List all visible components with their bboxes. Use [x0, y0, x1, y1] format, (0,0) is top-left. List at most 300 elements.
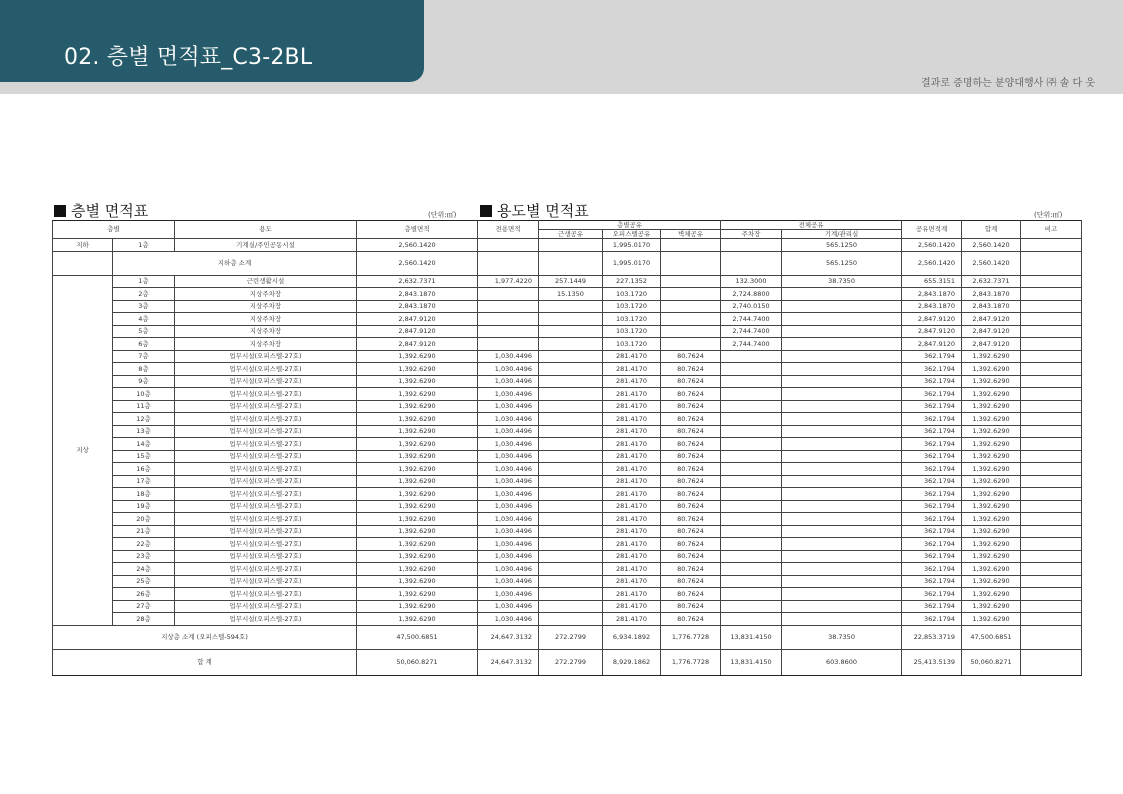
- table-row: [53, 338, 1082, 351]
- cell-exclusive: [478, 313, 539, 326]
- cell-note: [1021, 600, 1082, 613]
- cell-floor-area: 2,847.9120: [357, 325, 478, 338]
- cell-floor: 21층: [113, 525, 175, 538]
- cell-exclusive: [478, 300, 539, 313]
- cell-sum: 1,392.6290: [962, 450, 1021, 463]
- cell-common-total: 362.1794: [902, 450, 962, 463]
- cell-floor: 8층: [113, 363, 175, 376]
- cell-floor-area: 2,843.1870: [357, 288, 478, 301]
- header-sum: 합계: [962, 221, 1021, 239]
- cell-sum: 2,847.9120: [962, 313, 1021, 326]
- cell-mixed: [539, 251, 603, 275]
- cell-office: 281.4170: [603, 550, 661, 563]
- cell-wall: 80.7624: [661, 563, 721, 576]
- cell-common-total: 362.1794: [902, 363, 962, 376]
- cell-office: 1,995.0170: [603, 251, 661, 275]
- cell-machine: [782, 575, 902, 588]
- cell-sum: 2,560.1420: [962, 239, 1021, 252]
- area-table: [52, 220, 1082, 676]
- cell-parking: [721, 425, 782, 438]
- cell-sum: 1,392.6290: [962, 363, 1021, 376]
- cell-mixed: [539, 425, 603, 438]
- cell-floor-area: 1,392.6290: [357, 500, 478, 513]
- table-row: [53, 513, 1082, 526]
- table-row: [53, 288, 1082, 301]
- header-mixed-common: 근생공유: [539, 230, 603, 239]
- cell-office: 8,929.1862: [603, 649, 661, 675]
- cell-parking: 2,740.0150: [721, 300, 782, 313]
- cell-wall: 80.7624: [661, 550, 721, 563]
- cell-exclusive: 1,030.4496: [478, 613, 539, 626]
- cell-machine: [782, 500, 902, 513]
- cell-usage: 업무시설(오피스텔-27호): [175, 575, 357, 588]
- cell-parking: [721, 413, 782, 426]
- cell-machine: [782, 438, 902, 451]
- cell-floor-area: 1,392.6290: [357, 413, 478, 426]
- grand-total-label: 합 계: [53, 649, 357, 675]
- cell-sum: 2,847.9120: [962, 338, 1021, 351]
- cell-usage: 업무시설(오피스텔-27호): [175, 375, 357, 388]
- cell-office: 281.4170: [603, 588, 661, 601]
- cell-floor-area: 1,392.6290: [357, 613, 478, 626]
- cell-office: 103.1720: [603, 338, 661, 351]
- cell-floor: 25층: [113, 575, 175, 588]
- cell-floor: 9층: [113, 375, 175, 388]
- cell-common-total: 362.1794: [902, 463, 962, 476]
- cell-floor-area: 1,392.6290: [357, 550, 478, 563]
- cell-exclusive: 1,030.4496: [478, 413, 539, 426]
- square-bullet-icon: [54, 205, 66, 217]
- cell-parking: [721, 463, 782, 476]
- cell-machine: [782, 463, 902, 476]
- cell-floor: 24층: [113, 563, 175, 576]
- cell-parking: 132.3000: [721, 275, 782, 288]
- cell-exclusive: 1,030.4496: [478, 475, 539, 488]
- cell-office: 1,995.0170: [603, 239, 661, 252]
- cell-floor-area: 2,560.1420: [357, 251, 478, 275]
- cell-mixed: [539, 388, 603, 401]
- cell-exclusive: 1,030.4496: [478, 538, 539, 551]
- table-row: [53, 563, 1082, 576]
- cell-office: 281.4170: [603, 450, 661, 463]
- cell-parking: [721, 500, 782, 513]
- cell-floor: 7층: [113, 350, 175, 363]
- table-row: [53, 538, 1082, 551]
- cell-floor-area: 1,392.6290: [357, 538, 478, 551]
- cell-note: [1021, 450, 1082, 463]
- cell-machine: [782, 400, 902, 413]
- cell-exclusive: 1,030.4496: [478, 363, 539, 376]
- cell-exclusive: [478, 338, 539, 351]
- cell-machine: [782, 338, 902, 351]
- page-title: 02. 층별 면적표_C3-2BL: [64, 45, 313, 70]
- cell-office: 227.1352: [603, 275, 661, 288]
- cell-machine: [782, 350, 902, 363]
- cell-exclusive: 1,030.4496: [478, 450, 539, 463]
- cell-wall: 80.7624: [661, 600, 721, 613]
- table-row: [53, 450, 1082, 463]
- cell-floor-area: 2,847.9120: [357, 313, 478, 326]
- cell-common-total: 22,853.3719: [902, 625, 962, 649]
- cell-floor-area: 1,392.6290: [357, 525, 478, 538]
- cell-machine: [782, 563, 902, 576]
- cell-common-total: 362.1794: [902, 350, 962, 363]
- cell-wall: [661, 338, 721, 351]
- cell-mixed: [539, 563, 603, 576]
- cell-sum: 1,392.6290: [962, 438, 1021, 451]
- cell-sum: 2,843.1870: [962, 300, 1021, 313]
- cell-usage: 업무시설(오피스텔-27호): [175, 563, 357, 576]
- cell-parking: 13,831.4150: [721, 625, 782, 649]
- cell-usage: 업무시설(오피스텔-27호): [175, 475, 357, 488]
- cell-sum: 2,843.1870: [962, 288, 1021, 301]
- cell-sum: 1,392.6290: [962, 425, 1021, 438]
- cell-wall: 80.7624: [661, 450, 721, 463]
- cell-sum: 2,632.7371: [962, 275, 1021, 288]
- table-row: [53, 313, 1082, 326]
- cell-common-total: 362.1794: [902, 413, 962, 426]
- cell-mixed: [539, 475, 603, 488]
- cell-parking: [721, 525, 782, 538]
- cell-machine: [782, 450, 902, 463]
- table-row: [53, 488, 1082, 501]
- cell-exclusive: 1,030.4496: [478, 588, 539, 601]
- cell-machine: [782, 313, 902, 326]
- cell-note: [1021, 375, 1082, 388]
- subtotal-label: 지하층 소계: [113, 251, 357, 275]
- cell-mixed: [539, 513, 603, 526]
- table-row: [53, 500, 1082, 513]
- header-total-common: 전체공유: [721, 221, 902, 230]
- group-label-aboveground: 지상: [53, 275, 113, 625]
- subtotal-label: 지상층 소계 (오피스텔-594호): [53, 625, 357, 649]
- table-row: [53, 275, 1082, 288]
- cell-office: 281.4170: [603, 363, 661, 376]
- header-floor: 층별: [53, 221, 175, 239]
- cell-floor-area: 1,392.6290: [357, 350, 478, 363]
- cell-floor: 1층: [113, 275, 175, 288]
- header-bar: [0, 0, 1123, 94]
- cell-floor: 5층: [113, 325, 175, 338]
- cell-exclusive: [478, 288, 539, 301]
- cell-common-total: 362.1794: [902, 538, 962, 551]
- cell-parking: 13,831.4150: [721, 649, 782, 675]
- cell-exclusive: [478, 251, 539, 275]
- cell-note: [1021, 275, 1082, 288]
- cell-wall: [661, 313, 721, 326]
- cell-floor: 22층: [113, 538, 175, 551]
- cell-machine: 603.8600: [782, 649, 902, 675]
- cell-mixed: [539, 550, 603, 563]
- cell-parking: [721, 400, 782, 413]
- table-row: [53, 375, 1082, 388]
- cell-common-total: 655.3151: [902, 275, 962, 288]
- cell-floor: 4층: [113, 313, 175, 326]
- cell-usage: 업무시설(오피스텔-27호): [175, 613, 357, 626]
- cell-sum: 1,392.6290: [962, 350, 1021, 363]
- cell-wall: [661, 288, 721, 301]
- cell-exclusive: 1,030.4496: [478, 488, 539, 501]
- cell-exclusive: 1,030.4496: [478, 350, 539, 363]
- cell-floor-area: 1,392.6290: [357, 388, 478, 401]
- header-common-subtotal: 공유면적계: [902, 221, 962, 239]
- cell-sum: 2,847.9120: [962, 325, 1021, 338]
- cell-common-total: 2,847.9120: [902, 313, 962, 326]
- table-row: [53, 600, 1082, 613]
- table-row: [53, 300, 1082, 313]
- cell-common-total: 362.1794: [902, 388, 962, 401]
- cell-sum: 1,392.6290: [962, 463, 1021, 476]
- cell-parking: [721, 600, 782, 613]
- cell-mixed: [539, 463, 603, 476]
- header-office-common: 오피스텔공유: [603, 230, 661, 239]
- cell-wall: 80.7624: [661, 575, 721, 588]
- cell-note: [1021, 613, 1082, 626]
- cell-usage: 업무시설(오피스텔-27호): [175, 425, 357, 438]
- cell-mixed: [539, 500, 603, 513]
- cell-floor: 2층: [113, 288, 175, 301]
- cell-office: 281.4170: [603, 525, 661, 538]
- cell-floor-area: 1,392.6290: [357, 450, 478, 463]
- cell-machine: [782, 325, 902, 338]
- cell-exclusive: 1,030.4496: [478, 400, 539, 413]
- cell-floor-area: 1,392.6290: [357, 563, 478, 576]
- cell-office: 281.4170: [603, 388, 661, 401]
- cell-usage: 업무시설(오피스텔-27호): [175, 500, 357, 513]
- cell-usage: 업무시설(오피스텔-27호): [175, 363, 357, 376]
- cell-note: [1021, 400, 1082, 413]
- cell-common-total: 25,413.5139: [902, 649, 962, 675]
- cell-machine: [782, 525, 902, 538]
- cell-floor: 11층: [113, 400, 175, 413]
- cell-usage: 업무시설(오피스텔-27호): [175, 463, 357, 476]
- cell-sum: 1,392.6290: [962, 400, 1021, 413]
- cell-parking: [721, 438, 782, 451]
- cell-office: 6,934.1892: [603, 625, 661, 649]
- cell-mixed: [539, 488, 603, 501]
- cell-parking: [721, 239, 782, 252]
- cell-office: 281.4170: [603, 600, 661, 613]
- cell-parking: [721, 575, 782, 588]
- cell-wall: [661, 275, 721, 288]
- cell-usage: 업무시설(오피스텔-27호): [175, 438, 357, 451]
- cell-usage: 업무시설(오피스텔-27호): [175, 588, 357, 601]
- cell-note: [1021, 313, 1082, 326]
- cell-office: 281.4170: [603, 475, 661, 488]
- cell-wall: 80.7624: [661, 388, 721, 401]
- cell-floor: 6층: [113, 338, 175, 351]
- cell-sum: 1,392.6290: [962, 588, 1021, 601]
- cell-common-total: 362.1794: [902, 550, 962, 563]
- cell-note: [1021, 338, 1082, 351]
- cell-sum: 2,560.1420: [962, 251, 1021, 275]
- table-row: [53, 425, 1082, 438]
- cell-machine: [782, 288, 902, 301]
- cell-note: [1021, 575, 1082, 588]
- table-row: [53, 413, 1082, 426]
- cell-exclusive: 24,647.3132: [478, 625, 539, 649]
- cell-office: 281.4170: [603, 425, 661, 438]
- cell-sum: 1,392.6290: [962, 375, 1021, 388]
- cell-exclusive: 1,030.4496: [478, 375, 539, 388]
- cell-note: [1021, 288, 1082, 301]
- cell-mixed: [539, 438, 603, 451]
- cell-wall: [661, 325, 721, 338]
- cell-common-total: 2,560.1420: [902, 239, 962, 252]
- cell-floor-area: 2,632.7371: [357, 275, 478, 288]
- cell-note: [1021, 538, 1082, 551]
- cell-common-total: 362.1794: [902, 488, 962, 501]
- table-row: [53, 438, 1082, 451]
- subtotal-row: [53, 251, 1082, 275]
- unit-label-right: (단위:㎡): [1034, 211, 1063, 219]
- cell-office: 281.4170: [603, 500, 661, 513]
- cell-note: [1021, 413, 1082, 426]
- cell-parking: [721, 588, 782, 601]
- table-row: [53, 363, 1082, 376]
- cell-exclusive: [478, 325, 539, 338]
- cell-parking: [721, 550, 782, 563]
- cell-parking: [721, 475, 782, 488]
- cell-mixed: 272.2799: [539, 625, 603, 649]
- cell-wall: 80.7624: [661, 438, 721, 451]
- cell-floor-area: 1,392.6290: [357, 475, 478, 488]
- cell-wall: 80.7624: [661, 513, 721, 526]
- cell-floor-area: 1,392.6290: [357, 363, 478, 376]
- cell-sum: 50,060.8271: [962, 649, 1021, 675]
- cell-wall: 80.7624: [661, 400, 721, 413]
- cell-parking: 2,724.8800: [721, 288, 782, 301]
- table-row: [53, 463, 1082, 476]
- cell-mixed: 15.1350: [539, 288, 603, 301]
- cell-note: [1021, 488, 1082, 501]
- cell-wall: 80.7624: [661, 475, 721, 488]
- cell-parking: [721, 538, 782, 551]
- cell-office: 281.4170: [603, 563, 661, 576]
- cell-common-total: 362.1794: [902, 588, 962, 601]
- cell-common-total: 2,847.9120: [902, 338, 962, 351]
- cell-floor: 17층: [113, 475, 175, 488]
- table-row: [53, 525, 1082, 538]
- cell-usage: 업무시설(오피스텔-27호): [175, 488, 357, 501]
- header-parking: 주차장: [721, 230, 782, 239]
- cell-common-total: 362.1794: [902, 425, 962, 438]
- cell-note: [1021, 588, 1082, 601]
- floor-area-section-title: [54, 200, 148, 221]
- cell-exclusive: 1,030.4496: [478, 463, 539, 476]
- cell-note: [1021, 239, 1082, 252]
- cell-mixed: [539, 338, 603, 351]
- table-body: [53, 239, 1082, 676]
- cell-machine: 38.7350: [782, 625, 902, 649]
- cell-machine: [782, 363, 902, 376]
- square-bullet-icon: [480, 205, 492, 217]
- table-row: [53, 239, 1082, 252]
- cell-usage: 업무시설(오피스텔-27호): [175, 538, 357, 551]
- cell-floor-area: 1,392.6290: [357, 488, 478, 501]
- cell-machine: [782, 538, 902, 551]
- cell-machine: 38.7350: [782, 275, 902, 288]
- cell-floor: 27층: [113, 600, 175, 613]
- cell-parking: [721, 513, 782, 526]
- header-machine-mgmt: 기계/관리실: [782, 230, 902, 239]
- cell-wall: 80.7624: [661, 350, 721, 363]
- cell-wall: [661, 300, 721, 313]
- cell-machine: [782, 425, 902, 438]
- cell-mixed: [539, 400, 603, 413]
- cell-mixed: [539, 525, 603, 538]
- cell-wall: 1,776.7728: [661, 625, 721, 649]
- cell-office: 103.1720: [603, 325, 661, 338]
- cell-usage: 업무시설(오피스텔-27호): [175, 450, 357, 463]
- cell-floor: 1층: [113, 239, 175, 252]
- cell-sum: 1,392.6290: [962, 550, 1021, 563]
- cell-machine: [782, 550, 902, 563]
- cell-floor-area: 1,392.6290: [357, 513, 478, 526]
- header-usage: 용도: [175, 221, 357, 239]
- cell-mixed: [539, 350, 603, 363]
- cell-exclusive: 24,647.3132: [478, 649, 539, 675]
- cell-note: [1021, 625, 1082, 649]
- cell-machine: [782, 488, 902, 501]
- cell-note: [1021, 563, 1082, 576]
- cell-note: [1021, 251, 1082, 275]
- cell-wall: 80.7624: [661, 525, 721, 538]
- cell-note: [1021, 463, 1082, 476]
- cell-usage: 지상주차장: [175, 288, 357, 301]
- cell-wall: 80.7624: [661, 425, 721, 438]
- cell-exclusive: 1,977.4220: [478, 275, 539, 288]
- unit-label-left: (단위:㎡): [428, 211, 457, 219]
- cell-note: [1021, 388, 1082, 401]
- cell-machine: [782, 413, 902, 426]
- table-row: [53, 400, 1082, 413]
- cell-sum: 1,392.6290: [962, 475, 1021, 488]
- cell-office: 281.4170: [603, 375, 661, 388]
- cell-office: 281.4170: [603, 538, 661, 551]
- cell-wall: 80.7624: [661, 613, 721, 626]
- header-floor-area: 층별면적: [357, 221, 478, 239]
- cell-sum: 1,392.6290: [962, 388, 1021, 401]
- cell-note: [1021, 475, 1082, 488]
- cell-office: 281.4170: [603, 613, 661, 626]
- cell-common-total: 2,560.1420: [902, 251, 962, 275]
- header-floor-common: 층별공유: [539, 221, 721, 230]
- cell-sum: 1,392.6290: [962, 575, 1021, 588]
- cell-parking: [721, 488, 782, 501]
- cell-mixed: [539, 313, 603, 326]
- cell-floor: 15층: [113, 450, 175, 463]
- cell-floor: 19층: [113, 500, 175, 513]
- cell-floor-area: 2,560.1420: [357, 239, 478, 252]
- cell-sum: 1,392.6290: [962, 613, 1021, 626]
- cell-floor: 14층: [113, 438, 175, 451]
- cell-sum: 1,392.6290: [962, 525, 1021, 538]
- cell-sum: 1,392.6290: [962, 600, 1021, 613]
- cell-exclusive: 1,030.4496: [478, 513, 539, 526]
- title-banner: [0, 0, 424, 82]
- cell-note: [1021, 300, 1082, 313]
- cell-note: [1021, 649, 1082, 675]
- company-tagline: 결과로 증명하는 분양대행사 ㈜ 솔 다 웃: [921, 78, 1095, 89]
- cell-wall: 80.7624: [661, 500, 721, 513]
- table-row: [53, 475, 1082, 488]
- cell-common-total: 362.1794: [902, 400, 962, 413]
- cell-common-total: 362.1794: [902, 600, 962, 613]
- cell-mixed: [539, 575, 603, 588]
- cell-note: [1021, 425, 1082, 438]
- cell-parking: [721, 350, 782, 363]
